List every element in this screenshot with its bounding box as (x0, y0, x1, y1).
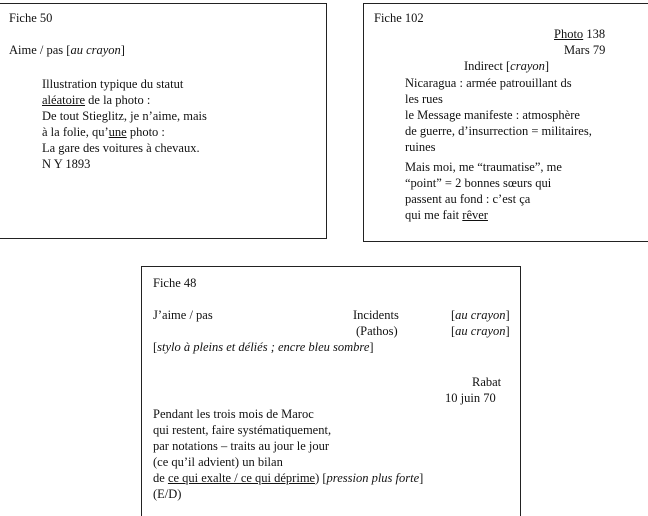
fiche-48-para-6: (E/D) (153, 487, 182, 501)
fiche-102-title: Fiche 102 (374, 11, 424, 25)
fiche-48-jaime: J’aime / pas (153, 308, 213, 322)
fiche-102-card (363, 3, 648, 242)
fiche-102-line-3: le Message manifeste : atmosphère (405, 108, 580, 122)
fiche-50-line-6: N Y 1893 (42, 157, 91, 171)
fiche-48-crayon-1: [au crayon] (451, 308, 510, 322)
aime-prefix: Aime / pas [ (9, 43, 71, 57)
para-5-mid: ) [ (315, 471, 327, 485)
line-2-rest: de la photo : (85, 93, 151, 107)
fiche-102-indirect-line (464, 58, 549, 74)
fiche-102-line-8: passent au fond : c’est ça (405, 192, 531, 206)
aleatoire-underlined: aléatoire (42, 93, 86, 107)
indirect-pre: Indirect [ (464, 59, 511, 73)
fiche-50-title: Fiche 50 (9, 11, 53, 25)
fiche-48-date: 10 juin 70 (445, 391, 496, 405)
fiche-50-line-2 (42, 92, 150, 108)
fiche-48-para-2: qui restent, faire systématiquement, (153, 423, 332, 437)
fiche-48-para-1: Pendant les trois mois de Maroc (153, 407, 314, 421)
fiche-102-line-1: Nicaragua : armée patrouillant ds (405, 76, 572, 90)
rever-underlined: rêver (462, 208, 488, 222)
fiche-102-date: Mars 79 (564, 43, 606, 57)
aime-suffix: ] (120, 43, 125, 57)
fiche-48-title: Fiche 48 (153, 276, 197, 290)
aime-note: au crayon (70, 43, 121, 57)
photo-underlined: Photo (554, 27, 584, 41)
para-5-post: ] (419, 471, 424, 485)
para-5-pre: de (153, 471, 168, 485)
exalte-deprime-underlined: ce qui exalte / ce qui déprime (167, 471, 316, 485)
crayon-note-2: au crayon (455, 324, 506, 338)
fiche-48-para-4: (ce qu’il advient) un bilan (153, 455, 283, 469)
fiche-50-line-4 (42, 124, 165, 140)
pression-note: pression plus forte (326, 471, 420, 485)
photo-number: 138 (583, 27, 606, 41)
fiche-50-line-5: La gare des voitures à chevaux. (42, 141, 200, 155)
fiche-48-para-5 (153, 470, 423, 486)
fiche-48-card (141, 266, 521, 516)
fiche-48-place: Rabat (472, 375, 502, 389)
fiche-48-stylo: [stylo à pleins et déliés ; encre bleu sombre] (153, 340, 374, 354)
fiche-102-photo-line (554, 26, 605, 42)
fiche-50-line-3: De tout Stieglitz, je n’aime, mais (42, 109, 207, 123)
fiche-102-line-2: les rues (405, 92, 443, 106)
une-underlined: une (108, 125, 127, 139)
indirect-post: ] (544, 59, 550, 73)
indirect-note: crayon (510, 59, 545, 73)
stylo-note: stylo à pleins et déliés ; encre bleu sombre (157, 340, 370, 354)
fiche-50-aime-line (9, 42, 125, 58)
line-4-post: photo : (126, 125, 165, 139)
crayon-note-1: au crayon (455, 308, 506, 322)
fiche-48-pathos: (Pathos) (356, 324, 398, 338)
line-4-pre: à la folie, qu’ (42, 125, 109, 139)
fiche-102-line-4: de guerre, d’insurrection = militaires, (405, 124, 592, 138)
fiche-102-line-9 (405, 207, 488, 223)
fiche-50-card (0, 3, 327, 239)
fiche-48-para-3: par notations – traits au jour le jour (153, 439, 330, 453)
fiche-102-line-6: Mais moi, me “traumatise”, me (405, 160, 562, 174)
fiche-102-line-7: “point” = 2 bonnes sœurs qui (405, 176, 552, 190)
fiche-50-line-1: Illustration typique du statut (42, 77, 184, 91)
fiche-48-incidents: Incidents (353, 308, 399, 322)
fiche-102-line-5: ruines (405, 140, 436, 154)
line-9-pre: qui me fait (405, 208, 463, 222)
fiche-48-crayon-2: [au crayon] (451, 324, 510, 338)
